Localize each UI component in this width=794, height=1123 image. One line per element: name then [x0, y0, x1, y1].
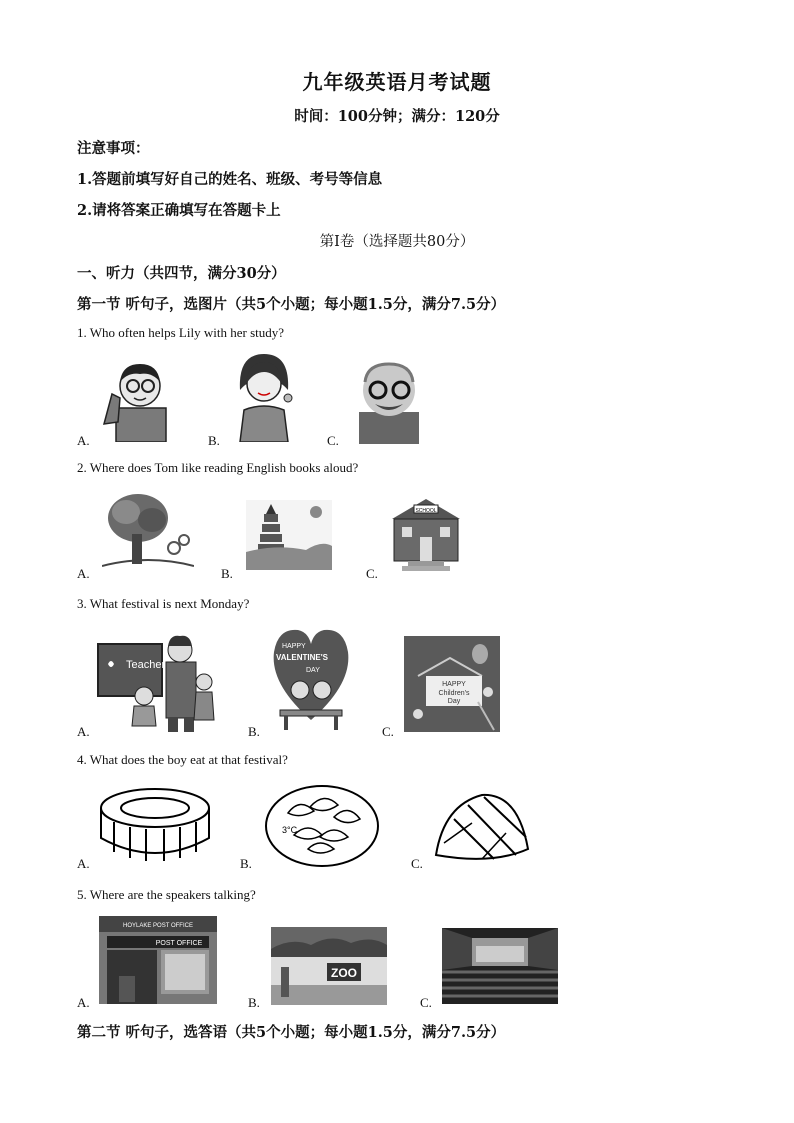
q5-post-office-image: [99, 916, 217, 1004]
dumpling-mark-text: 3°C: [282, 825, 298, 835]
q4-dumplings-image: [264, 783, 380, 869]
notice-item-2: 2.请将答案正确填写在答题卡上: [77, 202, 281, 219]
q2-pagoda-image: [246, 500, 332, 570]
q1-boy-image: [94, 354, 180, 442]
part-title: 第Ⅰ卷（选择题共80分）: [319, 234, 475, 250]
page-title: 九年级英语月考试题: [302, 70, 492, 94]
q2-option-c: C.: [366, 566, 378, 581]
q1-option-b: B.: [208, 433, 220, 448]
children-happy-text: HAPPY: [442, 681, 466, 688]
q1-option-a: A.: [77, 433, 90, 448]
q3-option-a: A.: [77, 724, 90, 739]
q2-park-image: [102, 490, 194, 570]
q3-childrens-day-image: [404, 636, 500, 732]
q1-option-c: C.: [327, 433, 339, 448]
q3-valentines-day-image: [270, 624, 352, 734]
notice-item-1: 1.答题前填写好自己的姓名、班级、考号等信息: [77, 171, 383, 188]
q3-option-c: C.: [382, 724, 394, 739]
q5-zoo-image: [271, 927, 387, 1005]
q2-option-a: A.: [77, 566, 90, 581]
q4-mooncake-image: [98, 786, 212, 866]
q3-teachers-day-image: [96, 630, 218, 734]
valentine-day-text: DAY: [306, 667, 320, 674]
post-office-sign-text: POST OFFICE: [155, 940, 203, 947]
q1-woman-image: [230, 350, 298, 442]
question-3: 3. What festival is next Monday?: [77, 596, 250, 611]
question-1: 1. Who often helps Lily with her study?: [77, 325, 285, 340]
q5-option-c: C.: [420, 995, 432, 1010]
school-sign-text: SCHOOL: [415, 508, 437, 514]
question-2: 2. Where does Tom like reading English books aloud?: [77, 460, 359, 475]
section-heading: 一、听力（共四节，满分30分）: [77, 265, 286, 282]
q1-grandfather-image: [345, 356, 433, 444]
teachers-day-sign-text: Teacher: [126, 659, 166, 671]
subsection-1-heading: 第一节 听句子，选图片（共5个小题；每小题1.5分，满分7.5分）: [77, 296, 506, 313]
q3-option-b: B.: [248, 724, 260, 739]
question-4: 4. What does the boy eat at that festival?: [77, 752, 288, 767]
q4-option-a: A.: [77, 856, 90, 871]
q4-option-b: B.: [240, 856, 252, 871]
question-5: 5. Where are the speakers talking?: [77, 887, 256, 902]
post-office-top-text: HOYLAKE POST OFFICE: [123, 923, 193, 929]
q4-zongzi-image: [432, 789, 530, 863]
subsection-2-heading: 第二节 听句子，选答语（共5个小题；每小题1.5分，满分7.5分）: [77, 1024, 506, 1041]
q5-option-a: A.: [77, 995, 90, 1010]
time-info: 时间：100分钟；满分：120分: [294, 108, 500, 125]
zoo-sign-text: ZOO: [331, 966, 357, 980]
q2-school-image: [386, 497, 466, 573]
valentine-happy-text: HAPPY: [282, 643, 306, 650]
notice-heading: 注意事项：: [77, 140, 150, 157]
children-line-text: Children's: [438, 690, 470, 697]
children-day-text: Day: [447, 698, 461, 705]
valentine-line-text: VALENTINE'S: [276, 653, 328, 662]
q2-option-b: B.: [221, 566, 233, 581]
q4-option-c: C.: [411, 856, 423, 871]
q5-theater-image: [442, 928, 558, 1004]
q5-option-b: B.: [248, 995, 260, 1010]
